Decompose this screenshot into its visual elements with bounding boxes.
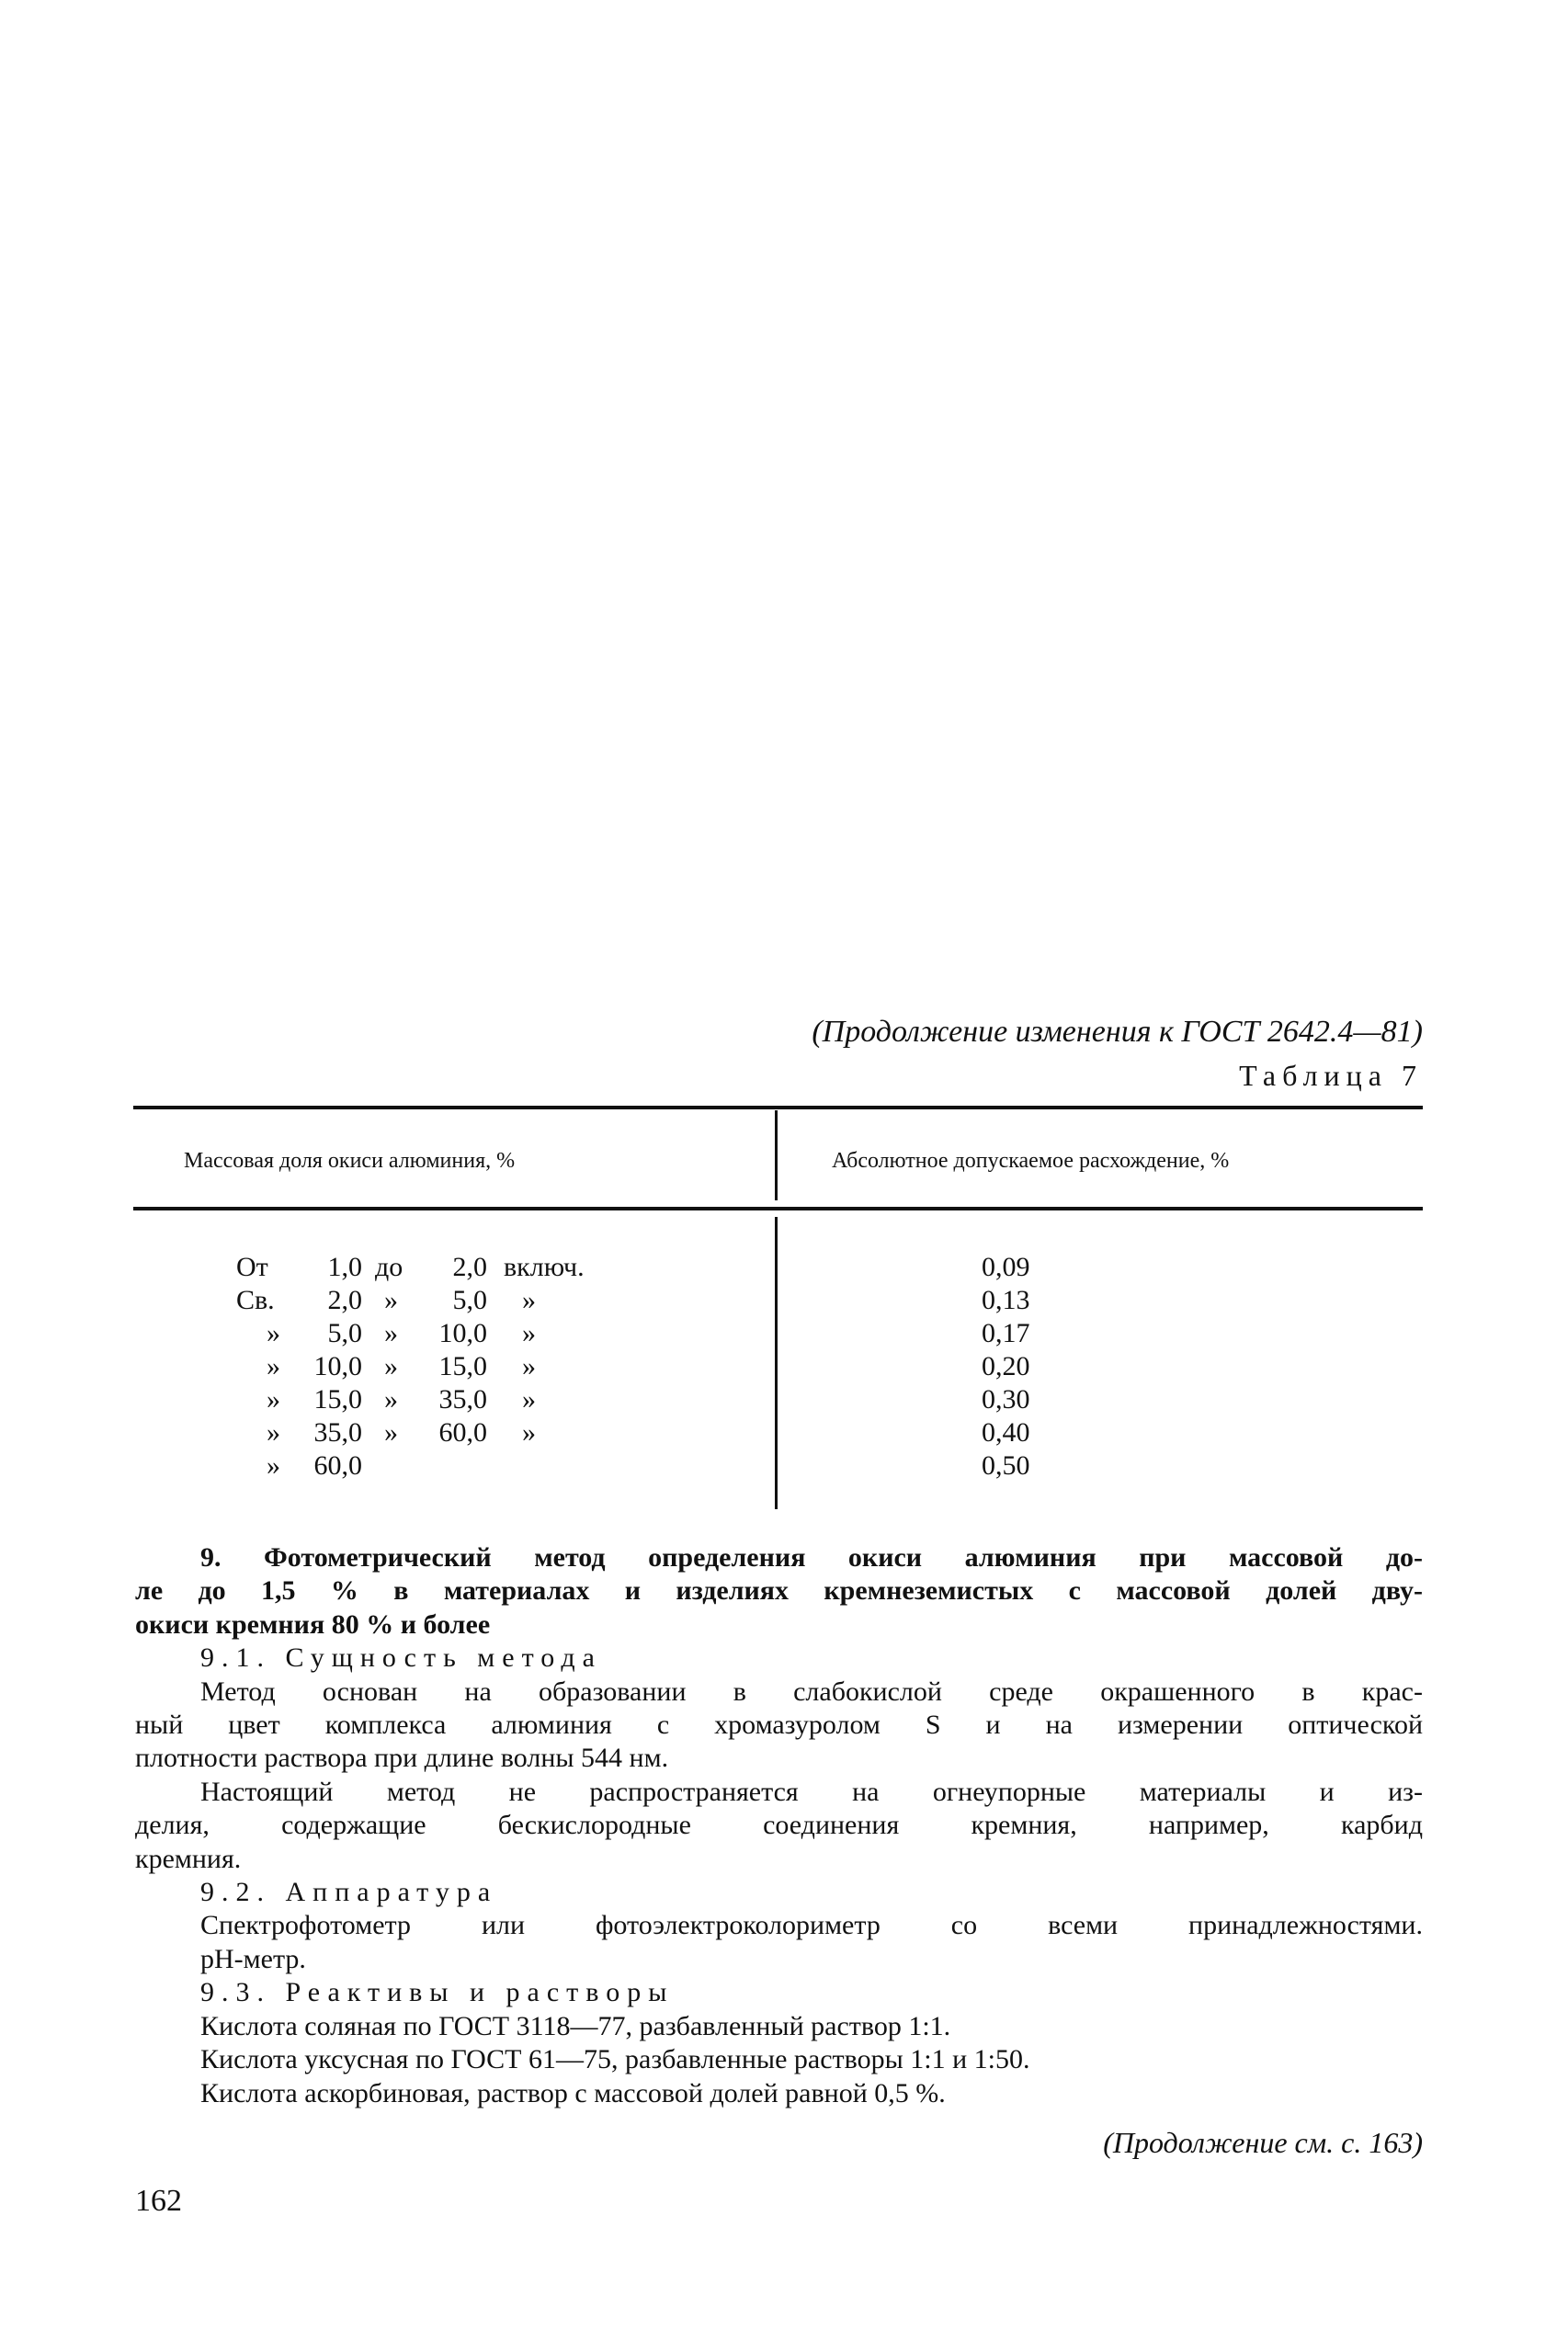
- range-suffix: »: [522, 1351, 536, 1381]
- table-row: [0, 1450, 1568, 1483]
- range-prefix: »: [267, 1384, 280, 1415]
- table-header-rule: [133, 1207, 1423, 1210]
- range-separator: »: [384, 1417, 398, 1448]
- continuation-footer: (Продолжение см. с. 163): [1103, 2126, 1423, 2159]
- paragraph-line: Настоящий метод не распространяется на огнеупорные материалы и из-: [200, 1776, 1423, 1807]
- range-from: 1,0: [327, 1252, 362, 1282]
- table-row: [0, 1417, 1568, 1450]
- continuation-header: (Продолжение изменения к ГОСТ 2642.4—81): [812, 1015, 1423, 1049]
- discrepancy-value: 0,40: [982, 1417, 1030, 1448]
- reagent-line: Кислота уксусная по ГОСТ 61—75, разбавленные растворы 1:1 и 1:50.: [200, 2044, 1030, 2075]
- range-to: 2,0: [452, 1252, 487, 1282]
- subsection-heading-9-3: 9.3. Реактивы и растворы: [200, 1977, 675, 2008]
- table-row: [0, 1318, 1568, 1351]
- range-prefix: »: [267, 1318, 280, 1348]
- range-from: 5,0: [327, 1318, 362, 1348]
- column-header-mass-fraction: Массовая доля окиси алюминия, %: [184, 1149, 516, 1173]
- table-row: [0, 1351, 1568, 1384]
- range-suffix: включ.: [504, 1252, 585, 1282]
- range-to: 60,0: [438, 1417, 487, 1448]
- range-to: 10,0: [438, 1318, 487, 1348]
- paragraph-line: плотности раствора при длине волны 544 нм.: [135, 1743, 669, 1774]
- range-suffix: »: [522, 1384, 536, 1415]
- paragraph-line: делия, содержащие бескислородные соединения кремния, например, карбид: [135, 1810, 1423, 1841]
- table-top-rule: [133, 1106, 1423, 1109]
- range-prefix: »: [267, 1450, 280, 1481]
- range-separator: »: [384, 1384, 398, 1415]
- range-from: 60,0: [313, 1450, 362, 1481]
- paragraph-line: pH-метр.: [200, 1943, 306, 1974]
- range-from: 2,0: [327, 1285, 362, 1315]
- range-prefix: »: [267, 1417, 280, 1448]
- range-from: 15,0: [313, 1384, 362, 1415]
- reagent-line: Кислота аскорбиновая, раствор с массовой долей равной 0,5 %.: [200, 2077, 946, 2108]
- section-9-text: [135, 1541, 1423, 2110]
- range-suffix: »: [522, 1285, 536, 1315]
- range-suffix: »: [522, 1417, 536, 1448]
- subsection-heading-9-2: 9.2. Аппаратура: [200, 1877, 498, 1908]
- discrepancy-value: 0,17: [982, 1318, 1030, 1348]
- table-row: [0, 1252, 1568, 1285]
- paragraph-line: Метод основан на образовании в слабокислой среде окрашенного в крас-: [200, 1676, 1423, 1707]
- range-separator: »: [384, 1285, 398, 1315]
- discrepancy-value: 0,50: [982, 1450, 1030, 1481]
- range-prefix: »: [267, 1351, 280, 1381]
- section-heading: ле до 1,5 % в материалах и изделиях кремнеземистых с массовой долей дву-: [135, 1575, 1423, 1607]
- reagent-line: Кислота соляная по ГОСТ 3118—77, разбавленный раствор 1:1.: [200, 2010, 951, 2041]
- discrepancy-value: 0,09: [982, 1252, 1030, 1282]
- range-separator: »: [384, 1318, 398, 1348]
- subsection-heading-9-1: 9.1. Сущность метода: [200, 1642, 603, 1674]
- paragraph-line: Спектрофотометр или фотоэлектроколориметр со всеми принадлежностями.: [200, 1910, 1423, 1941]
- table-column-divider: [775, 1110, 778, 1200]
- range-suffix: »: [522, 1318, 536, 1348]
- table-label: Таблица 7: [1239, 1059, 1423, 1092]
- range-to: 35,0: [438, 1384, 487, 1415]
- discrepancy-value: 0,30: [982, 1384, 1030, 1415]
- column-header-discrepancy: Абсолютное допускаемое расхождение, %: [832, 1149, 1230, 1173]
- table-row: [0, 1384, 1568, 1417]
- range-separator: до: [375, 1252, 403, 1282]
- range-to: 5,0: [452, 1285, 487, 1315]
- discrepancy-value: 0,20: [982, 1351, 1030, 1381]
- range-from: 10,0: [313, 1351, 362, 1381]
- range-prefix: Св.: [236, 1285, 275, 1315]
- section-heading: 9. Фотометрический метод определения окиси алюминия при массовой до-: [200, 1542, 1423, 1573]
- range-from: 35,0: [313, 1417, 362, 1448]
- section-heading: окиси кремния 80 % и более: [135, 1608, 491, 1640]
- page-number: 162: [135, 2184, 182, 2218]
- paragraph-line: кремния.: [135, 1843, 242, 1874]
- paragraph-line: ный цвет комплекса алюминия с хромазуролом S и на измерении оптической: [135, 1710, 1423, 1741]
- table-row: [0, 1285, 1568, 1318]
- range-to: 15,0: [438, 1351, 487, 1381]
- range-prefix: От: [236, 1252, 268, 1282]
- discrepancy-value: 0,13: [982, 1285, 1030, 1315]
- range-separator: »: [384, 1351, 398, 1381]
